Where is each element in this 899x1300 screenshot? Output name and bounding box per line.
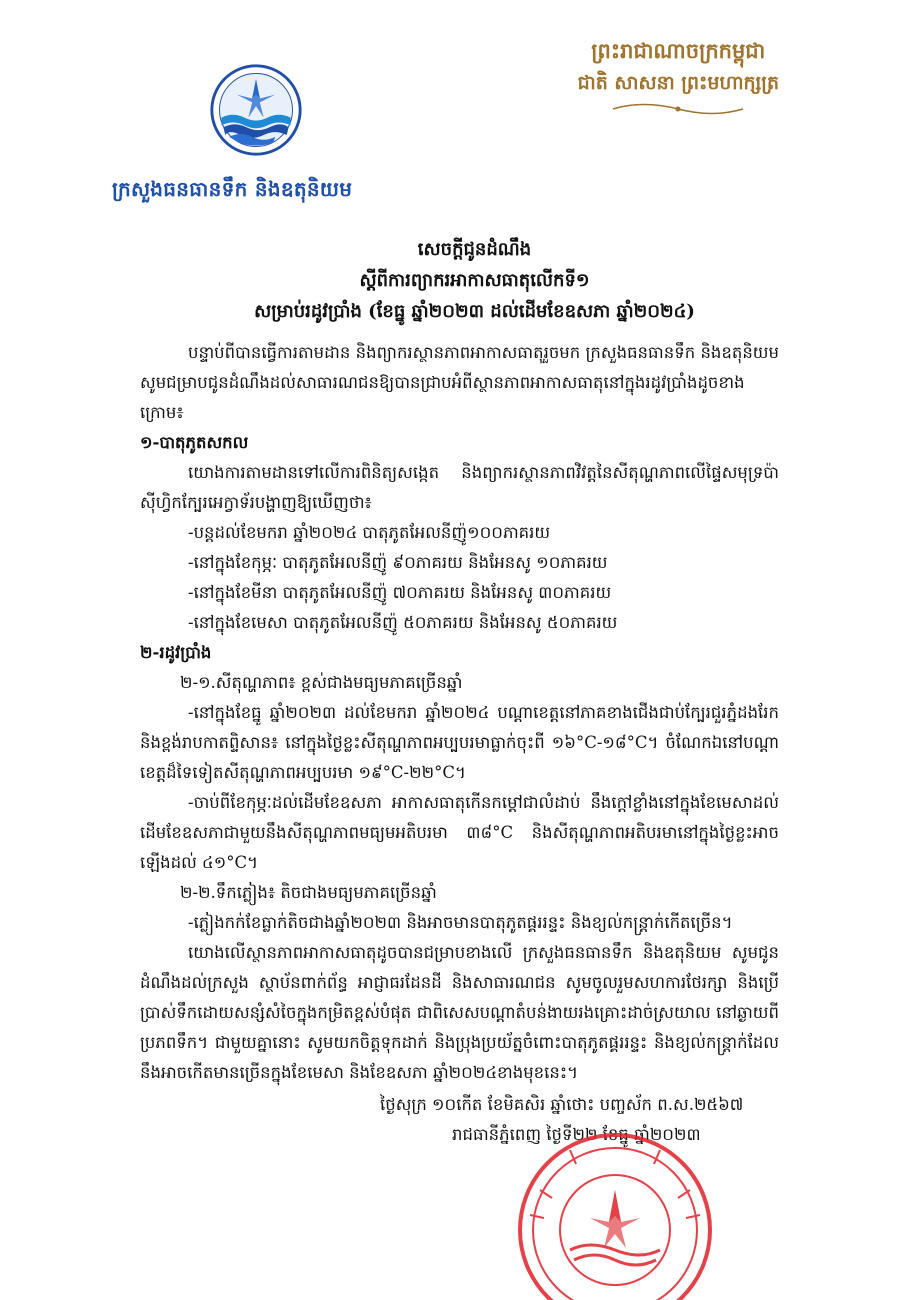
- motto-line: ជាតិ សាសនា ព្រះមហាក្សត្រ: [577, 72, 779, 94]
- rainfall-paragraph: -ភ្លៀងកក់ខែធ្លាក់តិចជាងឆ្នាំ២០២៣ និងអាចមានបាតុភូតផ្គររន្ទះ និងខ្យល់កន្ត្រាក់កើតច្រើន។: [188, 913, 733, 932]
- official-seal-stamp: [500, 1120, 730, 1300]
- document-title: សេចក្តីជូនដំណឹង: [417, 239, 532, 260]
- temperature-paragraph-2: -ចាប់ពីខែកុម្ភៈដល់ដើមខែឧសភា អាកាសធាតុកើនកម្តៅជាលំដាប់ នឹងក្តៅខ្លាំងនៅក្នុងខែមេសាដល់ដើមខែឧសភាជាមួយនឹងសីតុណ្ហភាពមធ្យមអតិបរមា ៣៨°C និងសីតុណ្ហភាពអតិបរមានៅក្នុងថ្ងៃខ្លះអាចឡើងដល់ ៤១°C។: [140, 793, 779, 872]
- document-subject: ស្តីពីការព្យាករអាកាសធាតុលើកទី១: [359, 270, 590, 291]
- temperature-subheading: ២-១.សីតុណ្ហភាព៖ ខ្ពស់ជាងមធ្យមភាគច្រើនឆ្នាំ: [180, 673, 463, 692]
- ministry-name: ក្រសួងធនធានទឹក និងឧតុនិយម: [112, 177, 353, 201]
- section2-heading: ២-រដូវប្រាំង: [140, 643, 212, 662]
- document-body: [140, 338, 779, 1088]
- solar-date: រាជធានីភ្នំពេញ ថ្ងៃទី២២ ខែធ្នូ ឆ្នាំ២០២៣: [452, 1125, 701, 1144]
- ministry-logo: [208, 62, 304, 158]
- intro-paragraph: បន្ទាប់ពីបានធ្វើការតាមដាន និងព្យាករស្ថានភាពអាកាសធាតុរួចមក ក្រសួងធនធានទឹក និងឧតុនិយម សូមជម្រាបជូនដំណឹងដល់សាធារណជនឱ្យបានជ្រាបអំពីស្ថានភាពអាកាសធាតុនៅក្នុងរដូវប្រាំងដូចខាងក្រោម៖: [140, 343, 779, 422]
- closing-paragraph: យោងលើស្ថានភាពអាកាសធាតុដូចបានជម្រាបខាងលើ ក្រសួងធនធានទឹក និងឧតុនិយម សូមជូនដំណឹងដល់ក្រសួង ស្ថាប័នពាក់ព័ន្ធ អាជ្ញាធរដែនដី និងសាធារណជន សូមចូលរួមសហការថែរក្សា និងប្រើប្រាស់ទឹកដោយសន្សំសំចៃក្នុងកម្រិតខ្ពស់បំផុត ជាពិសេសបណ្តាតំបន់ងាយរងគ្រោះដាច់ស្រយាល នៅឆ្ងាយពីប្រភពទឹក។ ជាមួយគ្នានោះ សូមយកចិត្តទុកដាក់ និងប្រុងប្រយ័ត្នចំពោះបាតុភូតផ្គររន្ទះ និងខ្យល់កន្ត្រាក់ដែលនឹងអាចកើតមានច្រើនក្នុងខែមេសា និងខែឧសភា ឆ្នាំ២០២៤ខាងមុខនេះ។: [140, 943, 779, 1082]
- enso-bullet: -បន្តដល់ខែមករា ឆ្នាំ២០២៤ បាតុភូតអែលនីញ៉ូ១០០ភាគរយ: [188, 523, 551, 542]
- header-flourish-ornament: [603, 102, 753, 116]
- document-title-block: [150, 234, 799, 327]
- section1-heading: ១-បាតុភូតសកល: [140, 433, 249, 452]
- document-period: សម្រាប់រដូវប្រាំង (ខែធ្នូ ឆ្នាំ២០២៣ ដល់ដើមខែឧសភា ឆ្នាំ២០២៤): [254, 301, 695, 322]
- rainfall-subheading: ២-២.ទឹកភ្លៀង៖ តិចជាងមធ្យមភាគច្រើនឆ្នាំ: [180, 883, 437, 902]
- enso-bullet: -នៅក្នុងខែមីនា បាតុភូតអែលនីញ៉ូ ៧០ភាគរយ និងអែនសូ ៣០ភាគរយ: [188, 583, 612, 602]
- lunar-date: ថ្ងៃសុក្រ ១០កើត ខែមិគសិរ ឆ្នាំថោះ បញ្ចស័ក ព.ស.២៥៦៧: [380, 1095, 744, 1114]
- enso-bullet: -នៅក្នុងខែកុម្ភៈ បាតុភូតអែលនីញ៉ូ ៩០ភាគរយ និងអែនសូ ១០ភាគរយ: [188, 553, 608, 572]
- temperature-paragraph-1: -នៅក្នុងខែធ្នូ ឆ្នាំ២០២៣ ដល់ខែមករា ឆ្នាំ២០២៤ បណ្តាខេត្តនៅភាគខាងជើងជាប់ក្បែរជួរភ្នំដងរែក និងខ្ពង់រាបកាតព្ទិសាន៖ នៅក្នុងថ្ងៃខ្លះសីតុណ្ហភាពអប្បបរមាធ្លាក់ចុះពី ១៦°C-១៨°C។ ចំណែកឯនៅបណ្តាខេត្តដ៏ទៃទៀតសីតុណ្ហភាពអប្បបរមា ១៩°C-២២°C។: [140, 703, 779, 782]
- kingdom-line: ព្រះរាជាណាចក្រកម្ពុជា: [591, 38, 766, 63]
- section1-paragraph: យោងការតាមដានទៅលើការពិនិត្យសង្កេត និងព្យាករស្ថានភាពវិវត្តនៃសីតុណ្ហភាពលើផ្ទៃសមុទ្រប៉ាស៊ីហ្វិកក្បែរអេក្វាទ័របង្ហាញឱ្យឃើញថា៖: [140, 463, 779, 512]
- kingdom-header: [578, 34, 779, 120]
- enso-bullet: -នៅក្នុងខែមេសា បាតុភូតអែលនីញ៉ូ ៥០ភាគរយ និងអែនសូ ៥០ភាគរយ: [188, 613, 618, 632]
